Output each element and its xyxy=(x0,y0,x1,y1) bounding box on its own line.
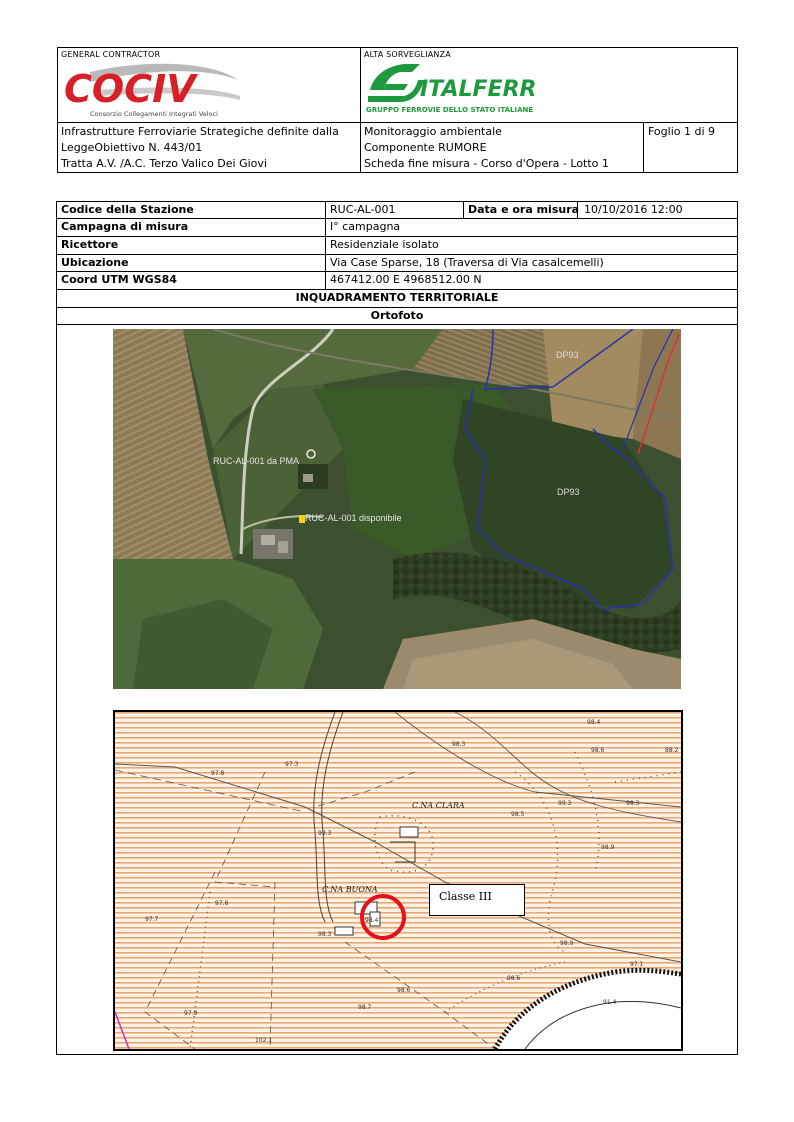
project-info-line: Tratta A.V. /A.C. Terzo Valico Dei Giovi xyxy=(61,157,267,170)
alta-sorveglianza-label: ALTA SORVEGLIANZA xyxy=(364,50,451,59)
spot-height: 99.3 xyxy=(558,800,572,807)
monitoring-info-line: Monitoraggio ambientale xyxy=(364,125,502,138)
topographic-map xyxy=(113,710,683,1051)
monitoring-info xyxy=(364,124,609,172)
spot-height: 98.7 xyxy=(358,1004,372,1011)
italferr-logo-text: ITALFERR xyxy=(420,77,537,102)
section-title: INQUADRAMENTO TERRITORIALE xyxy=(295,291,499,304)
receptor-label: Ricettore xyxy=(61,238,119,251)
campaign-label: Campagna di misura xyxy=(61,220,189,233)
dp93-top-label: DP93 xyxy=(556,350,579,360)
spot-height: 98.4 xyxy=(365,917,379,924)
page-number: Foglio 1 di 9 xyxy=(648,125,716,138)
spot-height: 98.5 xyxy=(511,811,525,818)
spot-height: 99.3 xyxy=(318,830,332,837)
pma-label: RUC-AL-001 da PMA xyxy=(213,456,300,466)
spot-height: 97.7 xyxy=(145,916,159,923)
spot-height: 91.4 xyxy=(603,999,617,1006)
spot-height: 98.6 xyxy=(397,987,411,994)
orthophoto xyxy=(113,329,681,689)
spot-height: 98.4 xyxy=(587,719,601,726)
coordinates-label: Coord UTM WGS84 xyxy=(61,273,177,286)
dp93-main-label: DP93 xyxy=(557,487,580,497)
datetime-value: 10/10/2016 12:00 xyxy=(584,203,683,216)
spot-height: 97.3 xyxy=(285,761,299,768)
spot-height: 98.3 xyxy=(452,741,466,748)
coordinates-value: 467412.00 E 4968512.00 N xyxy=(330,273,482,286)
class-label-box xyxy=(429,884,525,916)
spot-height: 98.6 xyxy=(507,975,521,982)
project-info xyxy=(61,124,339,172)
general-contractor-label: GENERAL CONTRACTOR xyxy=(61,50,161,59)
spot-height: 88.2 xyxy=(665,747,679,754)
monitoring-info-line: Componente RUMORE xyxy=(364,141,487,154)
spot-height: 97.8 xyxy=(215,900,229,907)
spot-height: 98.3 xyxy=(318,931,332,938)
italferr-logo xyxy=(364,60,544,116)
station-code-value: RUC-AL-001 xyxy=(330,203,396,216)
spot-height: 98.9 xyxy=(560,940,574,947)
project-info-line: Infrastrutture Ferroviarie Strategiche definite dalla xyxy=(61,125,339,138)
spot-height: 97.9 xyxy=(184,1010,198,1017)
campaign-value: I° campagna xyxy=(330,220,401,233)
station-code-label: Codice della Stazione xyxy=(61,203,194,216)
location-value: Via Case Sparse, 18 (Traversa di Via casalcemelli) xyxy=(330,256,604,269)
spot-height: 98.3 xyxy=(626,800,640,807)
spot-height: 97.1 xyxy=(630,961,644,968)
cociv-logo-text: COCIV xyxy=(64,67,196,111)
class-label: Classe III xyxy=(439,890,492,903)
section-subtitle: Ortofoto xyxy=(370,309,424,322)
receptor-value: Residenziale isolato xyxy=(330,238,439,251)
location-label: Ubicazione xyxy=(61,256,129,269)
project-info-line: LeggeObiettivo N. 443/01 xyxy=(61,141,203,154)
cna-buona-label: C.NA BUONA xyxy=(322,885,378,894)
available-label: RUC-AL-001 disponibile xyxy=(305,513,402,523)
cna-clara-label: C.NA CLARA xyxy=(412,801,465,810)
spot-height: 102.1 xyxy=(255,1037,273,1044)
cociv-tagline: Consorzio Collegamenti Integrati Veloci xyxy=(90,110,218,118)
monitoring-info-line: Scheda fine misura - Corso d'Opera - Lotto 1 xyxy=(364,157,609,170)
spot-height: 97.8 xyxy=(211,770,225,777)
spot-height: 98.9 xyxy=(601,844,615,851)
spot-height: 98.6 xyxy=(591,747,605,754)
datetime-label: Data e ora misura xyxy=(468,203,580,216)
italferr-tagline: GRUPPO FERROVIE DELLO STATO ITALIANE xyxy=(366,106,534,114)
cociv-logo xyxy=(60,60,245,120)
